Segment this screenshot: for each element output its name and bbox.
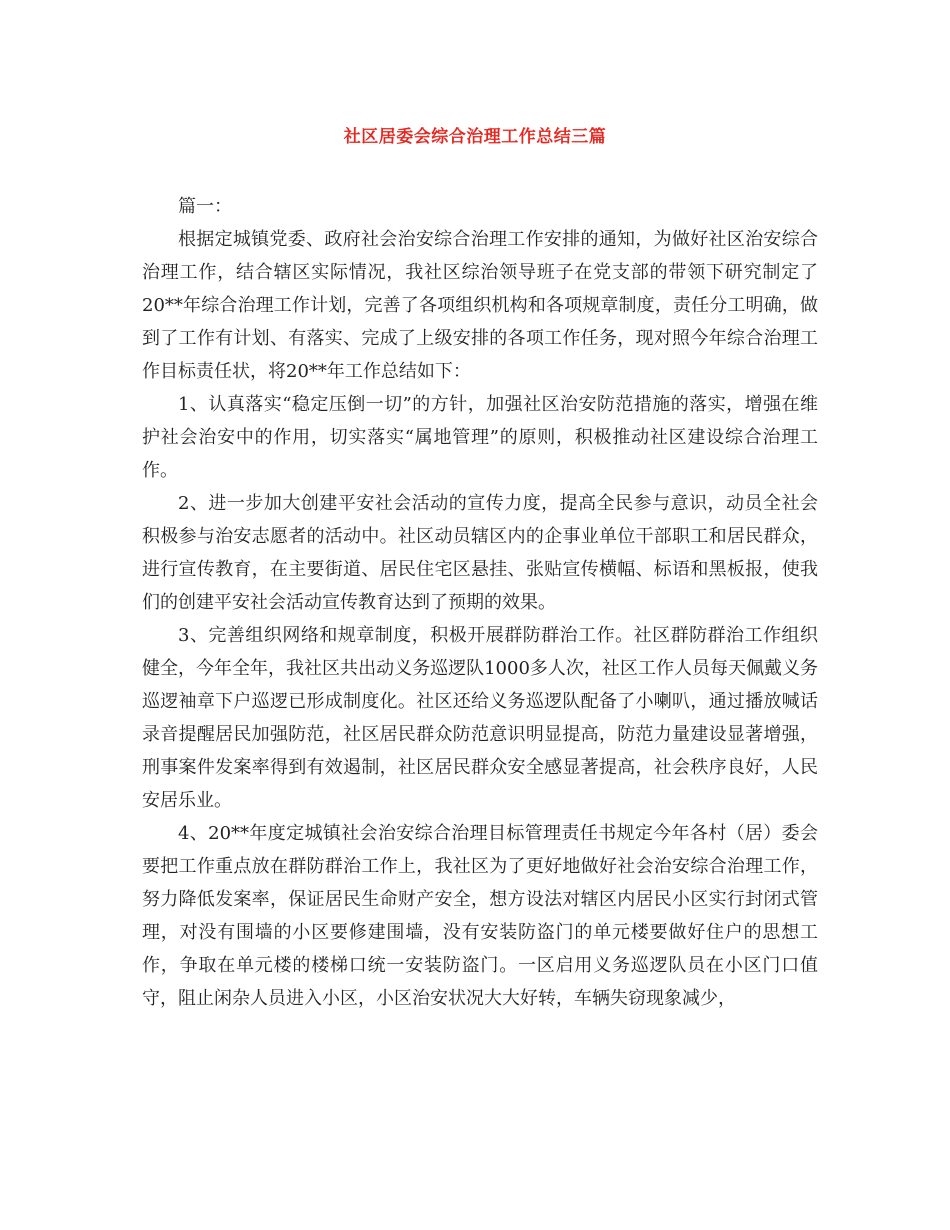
section-heading: 篇一：	[178, 196, 232, 217]
document-title: 社区居委会综合治理工作总结三篇	[343, 127, 607, 147]
intro-paragraph: 根据定城镇党委、政府社会治安综合治理工作安排的通知，为做好社区治安综合治理工作，结合辖区实际情况，我社区综治领导班子在党支部的带领下研究制定了20**年综合治理工作计划，完善了各项组织机构和各项规章制度，责任分工明确，做到了工作有计划、有落实、完成了上级安排的各项工作任务，现对照今年综合治理工作目标责任状，将20**年工作总结如下：	[142, 229, 818, 382]
paragraph-item-2: 2、进一步加大创建平安社会活动的宣传力度，提高全民参与意识，动员全社会积极参与治安志愿者的活动中。社区动员辖区内的企事业单位干部职工和居民群众，进行宣传教育，在主要街道、居民住宅区悬挂、张贴宣传横幅、标语和黑板报，使我们的创建平安社会活动宣传教育达到了预期的效果。	[142, 493, 818, 613]
paragraph-item-3: 3、完善组织网络和规章制度，积极开展群防群治工作。社区群防群治工作组织健全，今年全年，我社区共出动义务巡逻队1000多人次，社区工作人员每天佩戴义务巡逻袖章下户巡逻已形成制度化。社区还给义务巡逻队配备了小喇叭，通过播放喊话录音提醒居民加强防范，社区居民群众防范意识明显提高，防范力量建设显著增强，刑事案件发案率得到有效遏制，社区居民群众安全感显著提高，社会秩序良好，人民安居乐业。	[142, 625, 818, 811]
paragraph-item-1: 1、认真落实“稳定压倒一切”的方针，加强社区治安防范措施的落实，增强在维护社会治安中的作用，切实落实“属地管理”的原则，积极推动社区建设综合治理工作。	[142, 394, 818, 481]
document-body	[142, 190, 818, 1015]
paragraph-item-4: 4、20**年度定城镇社会治安综合治理目标管理责任书规定今年各村（居）委会要把工作重点放在群防群治工作上，我社区为了更好地做好社会治安综合治理工作，努力降低发案率，保证居民生命财产安全，想方设法对辖区内居民小区实行封闭式管理，对没有围墙的小区要修建围墙，没有安装防盗门的单元楼要做好住户的思想工作，争取在单元楼的楼梯口统一安装防盗门。一区启用义务巡逻队员在小区门口值守，阻止闲杂人员进入小区，小区治安状况大大好转，车辆失窃现象减少，	[142, 823, 818, 1009]
